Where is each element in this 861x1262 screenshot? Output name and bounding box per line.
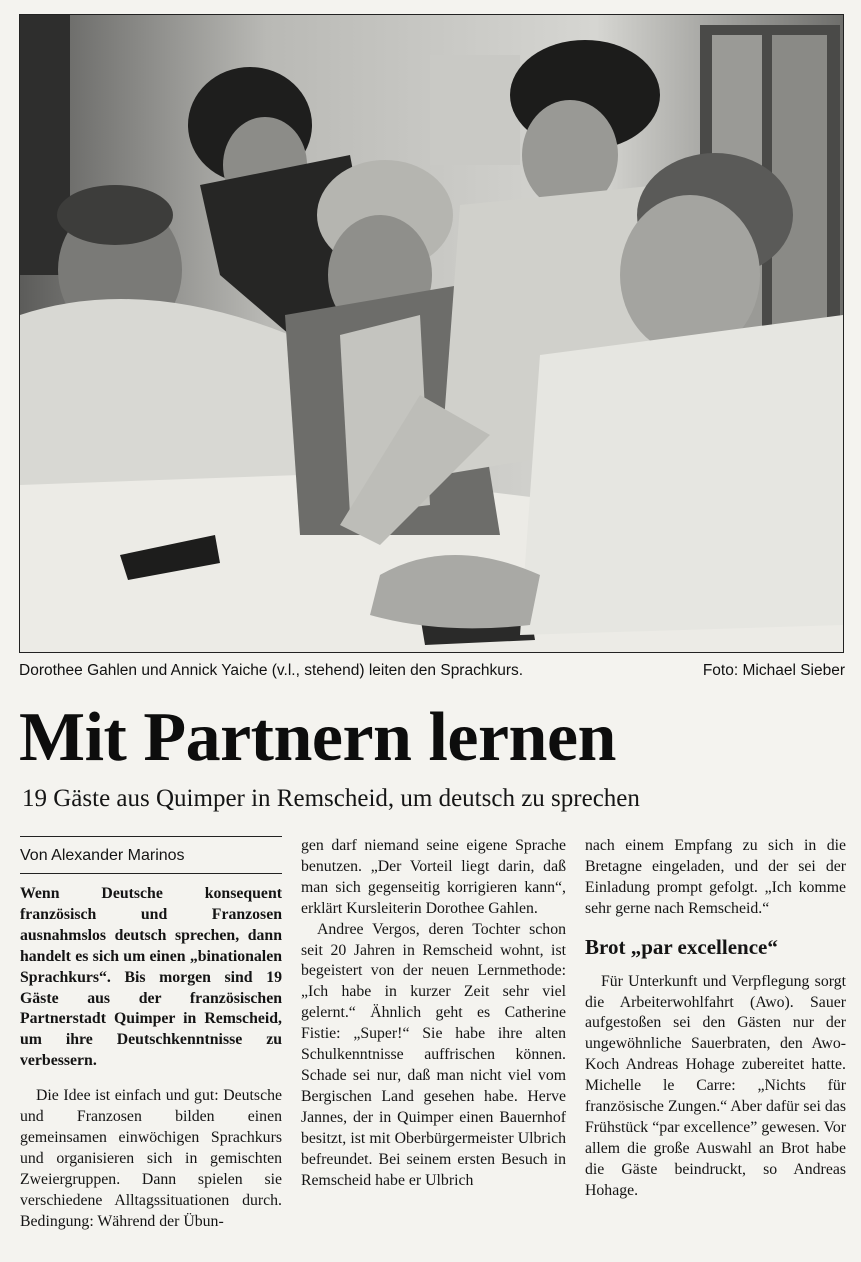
body-paragraph: Andree Vergos, deren Tochter schon seit 20 Jahren in Remscheid wohnt, ist begeistert von der neuen Lernmethode: „Ich habe in kurzer Zeit sehr viel gelernt.“ Ähnlich geht es Catherine Fistie: „Super!“ Sie habe ihre alten Schulkenntnisse auffrischen können. Schade sei nur, daß man nicht viel vom Bergischen Land gesehen habe. Herve Jannes, der in Quimper einen Bauernhof besitzt, ist mit Oberbürgermeister Ulbrich befreundet. Bei seinem ersten Besuch in Remscheid habe er Ulbrich [301,920,566,1189]
intertitle: Brot „par excellence“ [585,934,778,959]
lead-paragraph: Wenn Deutsche konsequent französisch und Franzosen ausnahmslos deutsch sprechen, dann handelt es sich um einen „binationalen Sprachkurs“. Bis morgen sind 19 Gäste aus der französischen Partnerstadt Quimper in Remscheid, um ihre Deutschkenntnisse zu verbessern. [20,885,282,1070]
body-paragraph: Für Unterkunft und Verpflegung sorgt die Arbeiterwohlfahrt (Awo). Sauer aufgestoßen sei den Gästen nur der ungewöhnliche Sauerbraten, den Awo-Koch Andreas Hohage zubereitet hatte. Michelle le Carre: „Nichts für französische Zungen.“ Aber dafür sei das Frühstück “par excellence” gewesen. Vor allem die große Auswahl an Brot habe die Gäste beindruckt, so Andreas Hohage. [585,972,846,1199]
photo-credit: Foto: Michael Sieber [702,662,845,679]
body-paragraph: Die Idee ist einfach und gut: Deutsche und Franzosen bilden einen gemeinsamen einwöchigen Sprachkurs und organisieren sich in gemischten Zweiergruppen. Dann spielen sie verschiedene Alltagssituationen durch. Bedingung: Während der Übun- [20,1087,282,1230]
column-1 [20,836,282,1233]
body-paragraph: nach einem Empfang zu sich in die Bretagne eingeladen, und der sei der Einladung prompt gefolgt. „Ich komme sehr gerne nach Remscheid.“ [585,837,846,917]
photo-caption: Dorothee Gahlen und Annick Yaiche (v.l., stehend) leiten den Sprachkurs. [19,662,524,679]
byline: Von Alexander Marinos [20,837,282,874]
column-3 [585,836,846,1202]
column-2 [301,836,566,1191]
photo-caption-bar [19,660,845,682]
headline: Mit Partnern lernen [19,699,616,776]
body-paragraph: gen darf niemand seine eigene Sprache benutzen. „Der Vorteil liegt darin, daß man sich gegenseitig korrigieren kann“, erklärt Kursleiterin Dorothee Gahlen. [301,837,566,917]
article-photo [19,14,844,653]
subheadline: 19 Gäste aus Quimper in Remscheid, um deutsch zu sprechen [22,785,640,812]
photo-illustration [20,15,843,652]
